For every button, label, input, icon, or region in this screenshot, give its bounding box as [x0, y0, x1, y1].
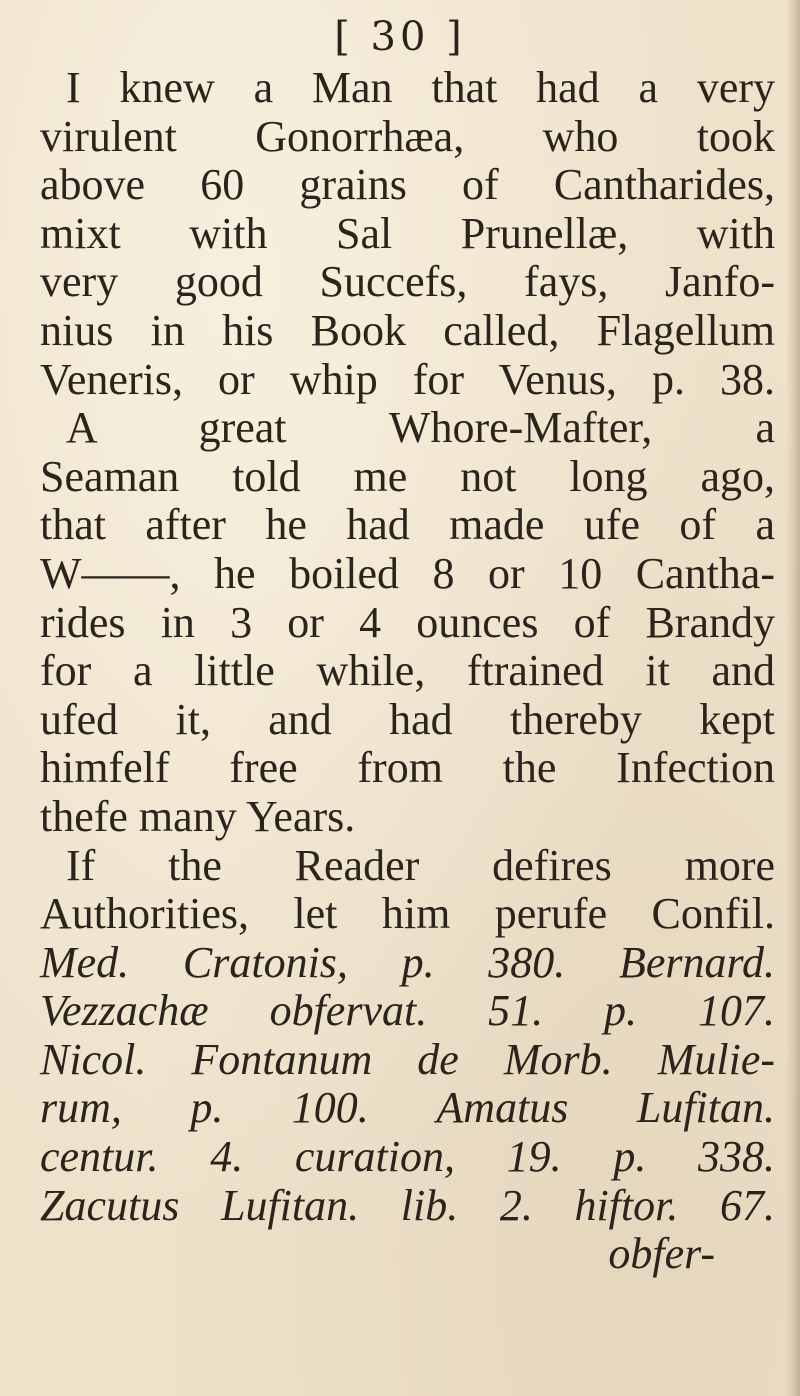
text-line: rides in 3 or 4 ounces of Brandy [40, 597, 775, 647]
text-line: above 60 grains of Cantharides, [40, 160, 775, 210]
text-line: for a little while, ftrained it and [40, 646, 775, 696]
text-line: Vezzachæ obfervat. 51. p. 107. [40, 986, 775, 1036]
text-line: Veneris, or whip for Venus, p. 38. [40, 354, 775, 404]
text-line: mixt with Sal Prunellæ, with [40, 208, 775, 258]
text-line: rum, p. 100. Amatus Lufitan. [40, 1083, 775, 1133]
page-edge-shadow [786, 0, 800, 1396]
text-line: A great Whore-Mafter, a [66, 403, 775, 453]
text-line: Nicol. Fontanum de Morb. Mulie- [40, 1034, 775, 1084]
text-line: that after he had made ufe of a [40, 500, 775, 550]
text-line: Authorities, let him perufe Confil. [40, 889, 775, 939]
text-line: If the Reader defires more [66, 840, 775, 890]
text-line: himfelf free from the Infection [40, 743, 775, 793]
catchword: obfer- [608, 1229, 715, 1279]
text-line: I knew a Man that had a very [66, 63, 775, 112]
text-line: nius in his Book called, Flagellum [40, 305, 775, 355]
text-line: virulent Gonorrhæa, who took [40, 111, 775, 161]
text-line: Zacutus Lufitan. lib. 2. hiftor. 67. [40, 1180, 775, 1230]
body-text [40, 64, 775, 1279]
text-line: Seaman told me not long ago, [40, 451, 775, 501]
text-line: centur. 4. curation, 19. p. 338. [40, 1132, 775, 1182]
text-line: ufed it, and had thereby kept [40, 694, 775, 744]
text-line: W——, he boiled 8 or 10 Cantha- [40, 548, 775, 598]
page-number: [ 30 ] [334, 14, 466, 60]
text-line: thefe many Years. [40, 791, 356, 841]
text-line: very good Succefs, fays, Janfo- [40, 257, 775, 307]
text-line: Med. Cratonis, p. 380. Bernard. [40, 937, 775, 987]
